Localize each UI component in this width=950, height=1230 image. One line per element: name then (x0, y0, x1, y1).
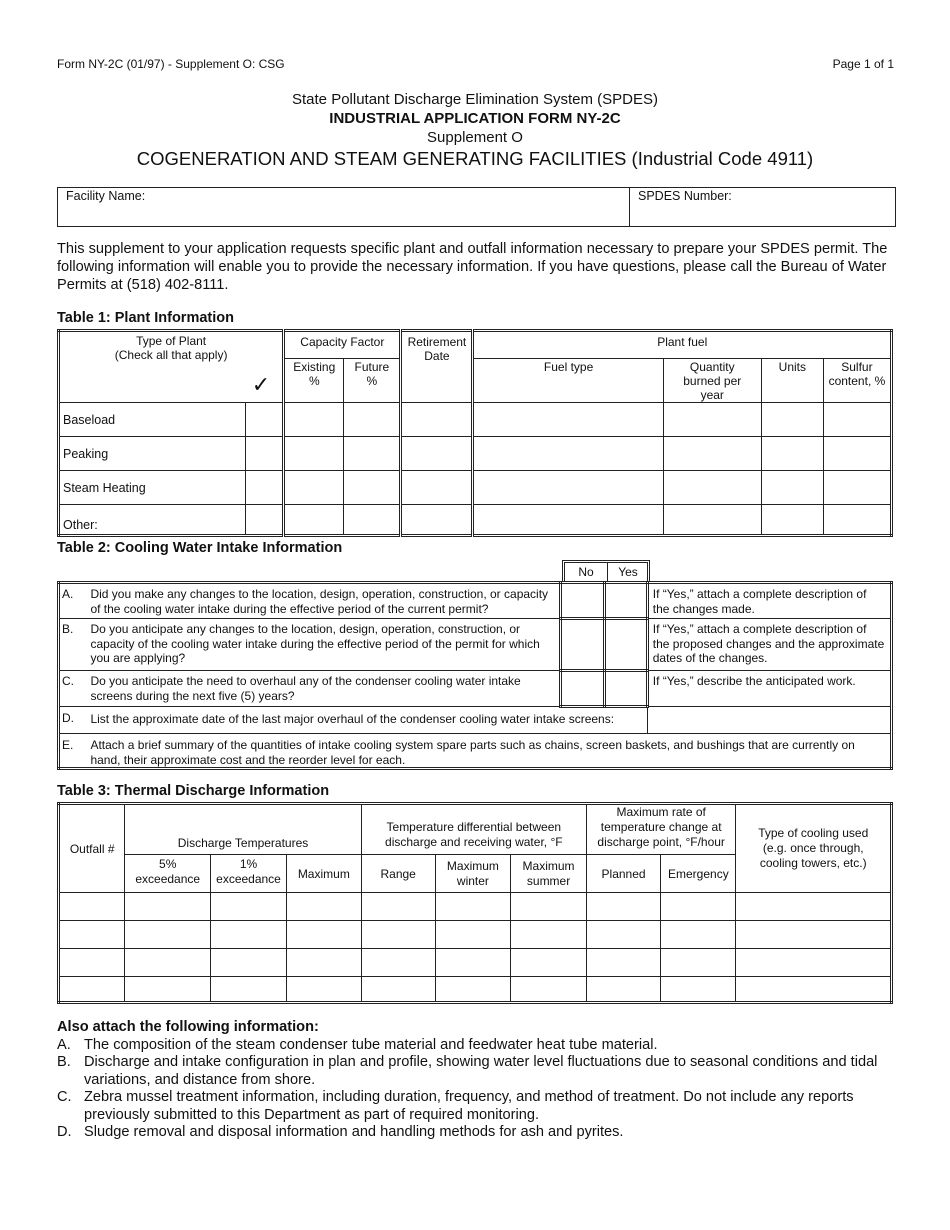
facility-box (57, 187, 896, 227)
table-row (59, 893, 892, 921)
input-cell[interactable] (344, 403, 401, 437)
row-label-baseload: Baseload (59, 403, 246, 437)
thermal-discharge-table (57, 802, 893, 1004)
fuel-type-header: Fuel type (473, 359, 663, 403)
input-cell[interactable] (586, 893, 660, 921)
table-row (59, 671, 892, 707)
input-cell[interactable] (286, 921, 361, 949)
no-checkbox[interactable] (561, 583, 605, 619)
no-checkbox[interactable] (561, 671, 605, 707)
plant-fuel-header: Plant fuel (473, 331, 892, 359)
item-note: If “Yes,” attach a complete description of the proposed changes and the approximate dates of the changes. (647, 619, 891, 671)
table1-title: Table 1: Plant Information (57, 310, 234, 326)
cooling-water-intake-table (57, 581, 893, 770)
input-cell[interactable] (663, 505, 761, 536)
input-cell[interactable] (284, 471, 344, 505)
outfall-header: Outfall # (59, 804, 125, 893)
yes-checkbox[interactable] (604, 619, 647, 671)
input-cell[interactable] (661, 893, 736, 921)
input-cell[interactable] (663, 471, 761, 505)
input-cell[interactable] (344, 471, 401, 505)
input-cell[interactable] (401, 403, 473, 437)
input-cell[interactable] (736, 921, 892, 949)
list-item (57, 1124, 907, 1142)
input-cell[interactable] (125, 921, 211, 949)
form-id: Form NY-2C (01/97) - Supplement O: CSG (57, 57, 285, 71)
input-cell[interactable] (344, 505, 401, 536)
input-cell[interactable] (361, 893, 435, 921)
table-row (59, 403, 892, 437)
check-cell[interactable] (246, 471, 284, 505)
input-cell[interactable] (401, 471, 473, 505)
emergency-header: Emergency (661, 855, 736, 893)
row-label-peaking: Peaking (59, 437, 246, 471)
item-text: The composition of the steam condenser tube material and feedwater heat tube material. (84, 1036, 658, 1053)
input-cell[interactable] (473, 437, 663, 471)
input-cell[interactable] (761, 471, 823, 505)
table3-title: Table 3: Thermal Discharge Information (57, 783, 330, 799)
input-cell[interactable] (511, 977, 587, 1003)
no-yes-header (562, 560, 650, 581)
input-cell[interactable] (736, 977, 892, 1003)
input-cell[interactable] (761, 403, 823, 437)
item-note: If “Yes,” describe the anticipated work. (647, 671, 891, 707)
table2-title: Table 2: Cooling Water Intake Information (57, 540, 343, 556)
input-cell[interactable] (284, 505, 344, 536)
item-text: Discharge and intake configuration in plan and profile, showing water level fluctuations due to seasonal conditions and tidal variations, and distance from shore. (84, 1054, 878, 1088)
list-item (57, 1089, 907, 1124)
item-letter: D. (57, 1124, 72, 1140)
input-cell[interactable] (473, 471, 663, 505)
item-question: Do you anticipate any changes to the location, design, operation, construction, or capacity of the cooling water intake during the effective period of the permit for which you are applying? (86, 619, 560, 671)
input-cell[interactable] (435, 977, 511, 1003)
list-item (57, 1054, 907, 1089)
plant-information-table (57, 329, 893, 537)
input-cell[interactable] (125, 949, 211, 977)
table-row (59, 437, 892, 471)
input-cell[interactable] (823, 437, 891, 471)
overhaul-date-input[interactable] (647, 707, 891, 734)
maximum-header: Maximum (286, 855, 361, 893)
yes-checkbox[interactable] (604, 671, 647, 707)
existing-header: Existing % (284, 359, 344, 403)
max-winter-header: Maximum winter (435, 855, 511, 893)
input-cell[interactable] (125, 977, 211, 1003)
input-cell[interactable] (361, 921, 435, 949)
input-cell[interactable] (211, 949, 287, 977)
input-cell[interactable] (586, 977, 660, 1003)
input-cell[interactable] (286, 949, 361, 977)
intro-text: This supplement to your application requests specific plant and outfall information necessary to prepare your SPDES permit. The following information will enable you to provide the necessary information. If you have questions, please call the Bureau of Water Permits at (518) 402-8111. (57, 241, 888, 293)
yes-checkbox[interactable] (604, 583, 647, 619)
input-cell[interactable] (211, 977, 287, 1003)
input-cell[interactable] (211, 921, 287, 949)
input-cell[interactable] (586, 921, 660, 949)
input-cell[interactable] (761, 505, 823, 536)
item-text: Zebra mussel treatment information, including duration, frequency, and method of treatment. Do not include any reports previously submitted to this Department as part of required monitoring. (84, 1089, 854, 1123)
units-header: Units (761, 359, 823, 403)
discharge-temps-header: Discharge Temperatures (125, 804, 361, 855)
row-label-steam-heating: Steam Heating (59, 471, 246, 505)
title-line4: COGENERATION AND STEAM GENERATING FACILITIES (Industrial Code 4911) (136, 148, 814, 169)
input-cell[interactable] (59, 893, 125, 921)
check-cell[interactable] (246, 505, 284, 536)
no-header: No (578, 565, 594, 579)
item-letter: A. (59, 583, 87, 619)
check-all-label: (Check all that apply) (114, 348, 228, 362)
range-header: Range (361, 855, 435, 893)
input-cell[interactable] (284, 437, 344, 471)
also-attach-section (57, 1019, 907, 1142)
retirement-date-header: Retirement Date (401, 331, 473, 403)
list-item (57, 1037, 907, 1055)
input-cell[interactable] (286, 893, 361, 921)
table-row (59, 583, 892, 619)
yes-header: Yes (618, 565, 638, 579)
one-percent-header: 1% exceedance (211, 855, 287, 893)
input-cell[interactable] (761, 437, 823, 471)
input-cell[interactable] (284, 403, 344, 437)
item-question: Did you make any changes to the location, design, operation, construction, or capacity of the cooling water intake during the effective period of the current permit? (86, 583, 560, 619)
table-row (59, 949, 892, 977)
page-number: Page 1 of 1 (832, 57, 894, 71)
input-cell[interactable] (125, 893, 211, 921)
facility-name-label: Facility Name: (66, 189, 146, 203)
input-cell[interactable] (823, 471, 891, 505)
input-cell[interactable] (59, 977, 125, 1003)
input-cell[interactable] (286, 977, 361, 1003)
quantity-header: Quantity burned per year (663, 359, 761, 403)
check-cell[interactable] (246, 403, 284, 437)
item-letter: A. (57, 1036, 71, 1053)
table-row (59, 471, 892, 505)
input-cell[interactable] (361, 949, 435, 977)
check-cell[interactable] (246, 437, 284, 471)
input-cell[interactable] (473, 505, 663, 536)
item-letter: D. (59, 707, 87, 734)
item-question: Do you anticipate the need to overhaul any of the condenser cooling water intake screens during the next five (5) years? (86, 671, 560, 707)
input-cell[interactable] (661, 921, 736, 949)
input-cell[interactable] (661, 949, 736, 977)
item-letter: B. (57, 1054, 71, 1070)
table-row (59, 734, 892, 769)
input-cell[interactable] (435, 949, 511, 977)
input-cell[interactable] (663, 403, 761, 437)
input-cell[interactable] (661, 977, 736, 1003)
item-note: If “Yes,” attach a complete description of the changes made. (647, 583, 891, 619)
also-attach-heading: Also attach the following information: (57, 1019, 319, 1035)
input-cell[interactable] (473, 403, 663, 437)
item-letter: E. (59, 734, 87, 769)
table-row (59, 707, 892, 734)
input-cell[interactable] (511, 921, 587, 949)
row-label-other: Other: (59, 505, 246, 536)
input-cell[interactable] (401, 505, 473, 536)
input-cell[interactable] (736, 949, 892, 977)
max-rate-header: Maximum rate of temperature change at discharge point, °F/hour (586, 804, 736, 855)
input-cell[interactable] (435, 893, 511, 921)
title-line2: INDUSTRIAL APPLICATION FORM NY-2C (329, 110, 621, 127)
item-question: Attach a brief summary of the quantities of intake cooling system spare parts such as chains, screen baskets, and bushings that are currently on hand, their approximate cost and the reorder level for each. (86, 734, 891, 769)
type-of-plant-label: Type of Plant (136, 334, 207, 348)
spdes-number-label: SPDES Number: (638, 189, 732, 203)
planned-header: Planned (586, 855, 660, 893)
type-of-plant-header (59, 331, 284, 403)
capacity-factor-header: Capacity Factor (284, 331, 401, 359)
input-cell[interactable] (59, 921, 125, 949)
item-letter: B. (59, 619, 87, 671)
title-line3: Supplement O (427, 129, 523, 146)
checkmark-icon: ✓ (251, 372, 271, 397)
input-cell[interactable] (663, 437, 761, 471)
input-cell[interactable] (344, 437, 401, 471)
input-cell[interactable] (59, 949, 125, 977)
item-letter: C. (57, 1089, 72, 1105)
table-row (59, 977, 892, 1003)
future-header: Future % (344, 359, 401, 403)
item-letter: C. (59, 671, 87, 707)
input-cell[interactable] (736, 893, 892, 921)
title-block (0, 90, 950, 171)
cooling-type-header: Type of cooling used (e.g. once through, cooling towers, etc.) (736, 804, 892, 893)
table-row (59, 619, 892, 671)
item-text: Sludge removal and disposal information and handling methods for ash and pyrites. (84, 1124, 624, 1140)
table-row (59, 505, 892, 536)
five-percent-header: 5% exceedance (125, 855, 211, 893)
input-cell[interactable] (823, 505, 891, 536)
no-checkbox[interactable] (561, 619, 605, 671)
item-question: List the approximate date of the last major overhaul of the condenser cooling water intake screens: (86, 707, 647, 734)
input-cell[interactable] (435, 921, 511, 949)
table-row (59, 921, 892, 949)
input-cell[interactable] (401, 437, 473, 471)
input-cell[interactable] (361, 977, 435, 1003)
input-cell[interactable] (586, 949, 660, 977)
title-line1: State Pollutant Discharge Elimination System (SPDES) (292, 91, 658, 108)
input-cell[interactable] (511, 949, 587, 977)
temp-differential-header: Temperature differential between discharge and receiving water, °F (361, 804, 586, 855)
max-summer-header: Maximum summer (511, 855, 587, 893)
input-cell[interactable] (511, 893, 587, 921)
input-cell[interactable] (823, 403, 891, 437)
input-cell[interactable] (211, 893, 287, 921)
sulfur-header: Sulfur content, % (823, 359, 891, 403)
